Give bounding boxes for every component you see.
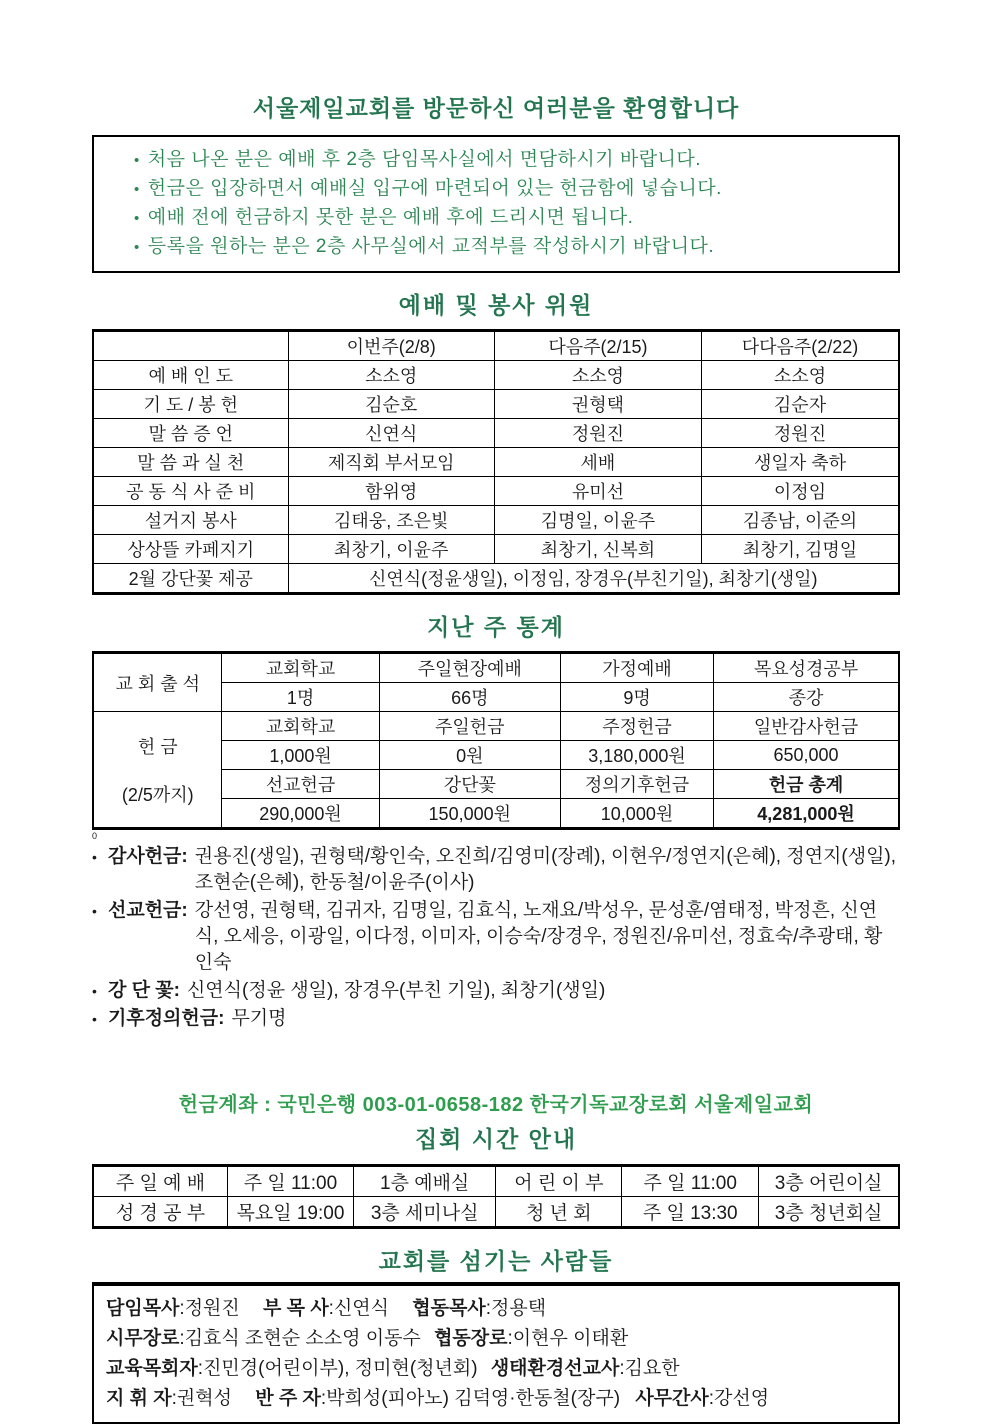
- staff-names: 권혁성: [176, 1388, 232, 1409]
- detail-item: [92, 898, 900, 976]
- row-label: 말 씀 증 언: [93, 419, 288, 448]
- staff-part: 담임목사:정원진: [106, 1298, 240, 1319]
- bullet-icon: •: [92, 849, 97, 865]
- cell: 청 년 회: [496, 1197, 622, 1228]
- bullet-icon: •: [92, 903, 97, 919]
- table-row: [93, 419, 899, 448]
- staff-line: [106, 1354, 886, 1384]
- cell: 290,000원: [222, 799, 379, 829]
- bullet-icon: •: [134, 152, 140, 169]
- staff-part: 시무장로:김효식 조현순 소소영 이동수: [106, 1328, 421, 1349]
- cell: 1명: [222, 683, 379, 712]
- staff-line: [106, 1384, 886, 1414]
- detail-label: 강 단 꽃: [108, 980, 174, 1001]
- cell: 주 일 13:30: [622, 1197, 759, 1228]
- colon: :: [181, 900, 188, 921]
- staff-names: 이현우 이태환: [512, 1328, 629, 1349]
- staff-role: 부 목 사: [263, 1298, 329, 1319]
- cell: 교회학교: [222, 653, 379, 683]
- welcome-notice-box: [92, 135, 900, 273]
- cell: 3,180,000원: [560, 741, 713, 770]
- service-table: [92, 329, 900, 595]
- cell: 66명: [379, 683, 560, 712]
- cell: 소소영: [494, 361, 701, 390]
- cell: 주 일 11:00: [622, 1166, 759, 1197]
- cell: 최창기, 신복희: [494, 535, 701, 564]
- section-heading-stats: 지난 주 통계: [427, 614, 565, 640]
- table-row: [93, 535, 899, 564]
- staff-names: 정원진: [184, 1298, 240, 1319]
- cell: 강단꽃: [379, 770, 560, 799]
- detail-text: 권용진(생일), 권형택/황인숙, 오진희/김영미(장례), 이현우/정연지(은혜), 정연지(생일), 조현순(은혜), 한동철/이윤주(이사): [194, 846, 897, 893]
- row-label: 상상뜰 카페지기: [93, 535, 288, 564]
- detail-label: 감사헌금: [108, 846, 182, 867]
- row-label: 설거지 봉사: [93, 506, 288, 535]
- cell: 3층 어린이실: [759, 1166, 899, 1197]
- cell: 주 일 예 배: [93, 1166, 228, 1197]
- cell: 주일헌금: [379, 712, 560, 741]
- offering-detail-list: [92, 844, 900, 1032]
- staff-part: 사무간사:강선영: [635, 1388, 770, 1409]
- staff-names: 강선영: [714, 1388, 770, 1409]
- detail-item: [92, 978, 900, 1004]
- staff-role: 협동장로: [434, 1328, 508, 1349]
- cell: 가정예배: [560, 653, 713, 683]
- notice-text: 헌금은 입장하면서 예배실 입구에 마련되어 있는 헌금함에 넣습니다.: [147, 178, 722, 199]
- cell: 김순호: [288, 390, 494, 419]
- staff-role: 담임목사: [106, 1298, 180, 1319]
- flower-row: [93, 564, 899, 594]
- cell: 3층 청년회실: [759, 1197, 899, 1228]
- table-row: [93, 390, 899, 419]
- cell: 주정헌금: [560, 712, 713, 741]
- cell: 제직회 부서모임: [288, 448, 494, 477]
- notice-text: 예배 전에 헌금하지 못한 분은 예배 후에 드리시면 됩니다.: [147, 207, 634, 228]
- staff-role: 교육목회자: [106, 1358, 198, 1379]
- cell: 김명일, 이윤주: [494, 506, 701, 535]
- schedule-table: [92, 1164, 900, 1229]
- cell: 주 일 11:00: [228, 1166, 354, 1197]
- cell: 주일현장예배: [379, 653, 560, 683]
- cell: 권형택: [494, 390, 701, 419]
- staff-names: 김요한: [624, 1358, 680, 1379]
- total-offering-label: 헌금 총계: [714, 770, 899, 799]
- cell: 정원진: [702, 419, 899, 448]
- row-label: 2월 강단꽃 제공: [93, 564, 288, 594]
- notice-item: [134, 204, 888, 233]
- cell: 김순자: [702, 390, 899, 419]
- bullet-icon: •: [134, 210, 140, 227]
- cell: 0원: [379, 741, 560, 770]
- row-label: 기 도 / 봉 헌: [93, 390, 288, 419]
- notice-item: [134, 175, 888, 204]
- bullet-icon: •: [134, 239, 140, 256]
- staff-role: 사무간사: [635, 1388, 709, 1409]
- table-row: [93, 477, 899, 506]
- cell: 1층 예배실: [353, 1166, 496, 1197]
- cell: 신연식: [288, 419, 494, 448]
- cell: 정원진: [494, 419, 701, 448]
- detail-text: 강선영, 권형택, 김귀자, 김명일, 김효식, 노재요/박성우, 문성훈/염태정, 박정흔, 신연식, 오세응, 이광일, 이다정, 이미자, 이승숙/장경우, 정원진/유미선, 정효숙/추광태, 황인숙: [194, 900, 883, 973]
- staff-role: 시무장로: [106, 1328, 180, 1349]
- cell: 목요성경공부: [714, 653, 899, 683]
- staff-line: [106, 1324, 886, 1354]
- staff-part: 협동목사:정용택: [412, 1298, 547, 1319]
- detail-text: 무기명: [231, 1008, 287, 1029]
- row-label: 공 동 식 사 준 비: [93, 477, 288, 506]
- attendance-label: 교 회 출 석: [93, 653, 222, 712]
- cell: 어 린 이 부: [496, 1166, 622, 1197]
- notice-item: [134, 146, 888, 175]
- account-line: 헌금계좌 : 국민은행 003-01-0658-182 한국기독교장로회 서울제일교회: [178, 1094, 814, 1116]
- table-row: [93, 506, 899, 535]
- staff-part: 지 휘 자:권혁성: [106, 1388, 232, 1409]
- cell: 650,000: [714, 741, 899, 770]
- cell: 정의기후헌금: [560, 770, 713, 799]
- staff-part: 반 주 자:박희성(피아노) 김덕영·한동철(장구): [255, 1388, 621, 1409]
- staff-names: 진민경(어린이부), 정미현(청년회): [203, 1358, 478, 1379]
- staff-part: 부 목 사:신연식: [263, 1298, 390, 1319]
- staff-part: 생태환경선교사:김요한: [490, 1358, 680, 1379]
- col-week-after: 다다음주(2/22): [702, 331, 899, 361]
- detail-item: [92, 1006, 900, 1032]
- colon: :: [173, 980, 180, 1001]
- cell: 150,000원: [379, 799, 560, 829]
- detail-label: 선교헌금: [108, 900, 182, 921]
- cell: 소소영: [702, 361, 899, 390]
- schedule-row: [93, 1166, 899, 1197]
- cell: 김종남, 이준의: [702, 506, 899, 535]
- attendance-header-row: [93, 653, 899, 683]
- staff-role: 반 주 자: [255, 1388, 321, 1409]
- cell: 3층 세미나실: [353, 1197, 496, 1228]
- section-heading-schedule: 집회 시간 안내: [414, 1126, 578, 1152]
- bulletin-page: [92, 0, 900, 1424]
- staff-names: 신연식: [333, 1298, 390, 1319]
- table-row: [93, 361, 899, 390]
- staff-role: 협동목사: [412, 1298, 486, 1319]
- staff-line: [106, 1294, 886, 1324]
- offering-label-line2: (2/5까지): [121, 784, 194, 805]
- row-label: 예 배 인 도: [93, 361, 288, 390]
- page-title: 서울제일교회를 방문하신 여러분을 환영합니다: [252, 95, 740, 121]
- section-heading-service: 예배 및 봉사 위원: [398, 292, 594, 318]
- cell: 소소영: [288, 361, 494, 390]
- row-label: 말 씀 과 실 천: [93, 448, 288, 477]
- cell: 이정임: [702, 477, 899, 506]
- detail-label: 기후정의헌금: [108, 1008, 219, 1029]
- table-header-row: [93, 331, 899, 361]
- cell: 일반감사헌금: [714, 712, 899, 741]
- bullet-icon: •: [92, 983, 97, 999]
- notice-text: 처음 나온 분은 예배 후 2층 담임목사실에서 면담하시기 바랍니다.: [147, 149, 702, 170]
- bullet-icon: •: [92, 1011, 97, 1027]
- footnote-zero: 0: [92, 831, 98, 841]
- staff-names: 김효식 조현순 소소영 이동수: [184, 1328, 421, 1349]
- cell: 종강: [714, 683, 899, 712]
- bullet-icon: •: [134, 181, 140, 198]
- cell: 성 경 공 부: [93, 1197, 228, 1228]
- staff-names: 박희성(피아노) 김덕영·한동철(장구): [326, 1388, 621, 1409]
- staff-role: 지 휘 자: [106, 1388, 172, 1409]
- cell: 함위영: [288, 477, 494, 506]
- cell: 1,000원: [222, 741, 379, 770]
- staff-names: 정용택: [491, 1298, 547, 1319]
- flower-providers: 신연식(정윤생일), 이정임, 장경우(부친기일), 최창기(생일): [288, 564, 899, 594]
- cell: 10,000원: [560, 799, 713, 829]
- cell: 목요일 19:00: [228, 1197, 354, 1228]
- cell-blank: [93, 331, 288, 361]
- notice-item: [134, 233, 888, 262]
- section-heading-staff: 교회를 섬기는 사람들: [378, 1248, 614, 1274]
- table-row: [93, 448, 899, 477]
- cell: 9명: [560, 683, 713, 712]
- cell: 교회학교: [222, 712, 379, 741]
- total-offering-value: 4,281,000원: [714, 799, 899, 829]
- cell: 최창기, 김명일: [702, 535, 899, 564]
- detail-item: [92, 844, 900, 896]
- offering-header-row-1: [93, 712, 899, 741]
- staff-part: 협동장로:이현우 이태환: [434, 1328, 629, 1349]
- cell: 유미선: [494, 477, 701, 506]
- cell: 선교헌금: [222, 770, 379, 799]
- colon: :: [218, 1008, 225, 1029]
- schedule-row: [93, 1197, 899, 1228]
- stats-table: [92, 651, 900, 830]
- col-this-week: 이번주(2/8): [288, 331, 494, 361]
- detail-text: 신연식(정윤 생일), 장경우(부친 기일), 최창기(생일): [186, 980, 606, 1001]
- notice-text: 등록을 원하는 분은 2층 사무실에서 교적부를 작성하시기 바랍니다.: [147, 236, 715, 257]
- cell: 김태웅, 조은빛: [288, 506, 494, 535]
- cell: 최창기, 이윤주: [288, 535, 494, 564]
- staff-role: 생태환경선교사: [490, 1358, 620, 1379]
- colon: :: [181, 846, 188, 867]
- offering-label-line1: 헌 금: [137, 736, 178, 757]
- offering-label: [93, 712, 222, 829]
- staff-part: 교육목회자:진민경(어린이부), 정미현(청년회): [106, 1358, 478, 1379]
- cell: 세배: [494, 448, 701, 477]
- cell: 생일자 축하: [702, 448, 899, 477]
- col-next-week: 다음주(2/15): [494, 331, 701, 361]
